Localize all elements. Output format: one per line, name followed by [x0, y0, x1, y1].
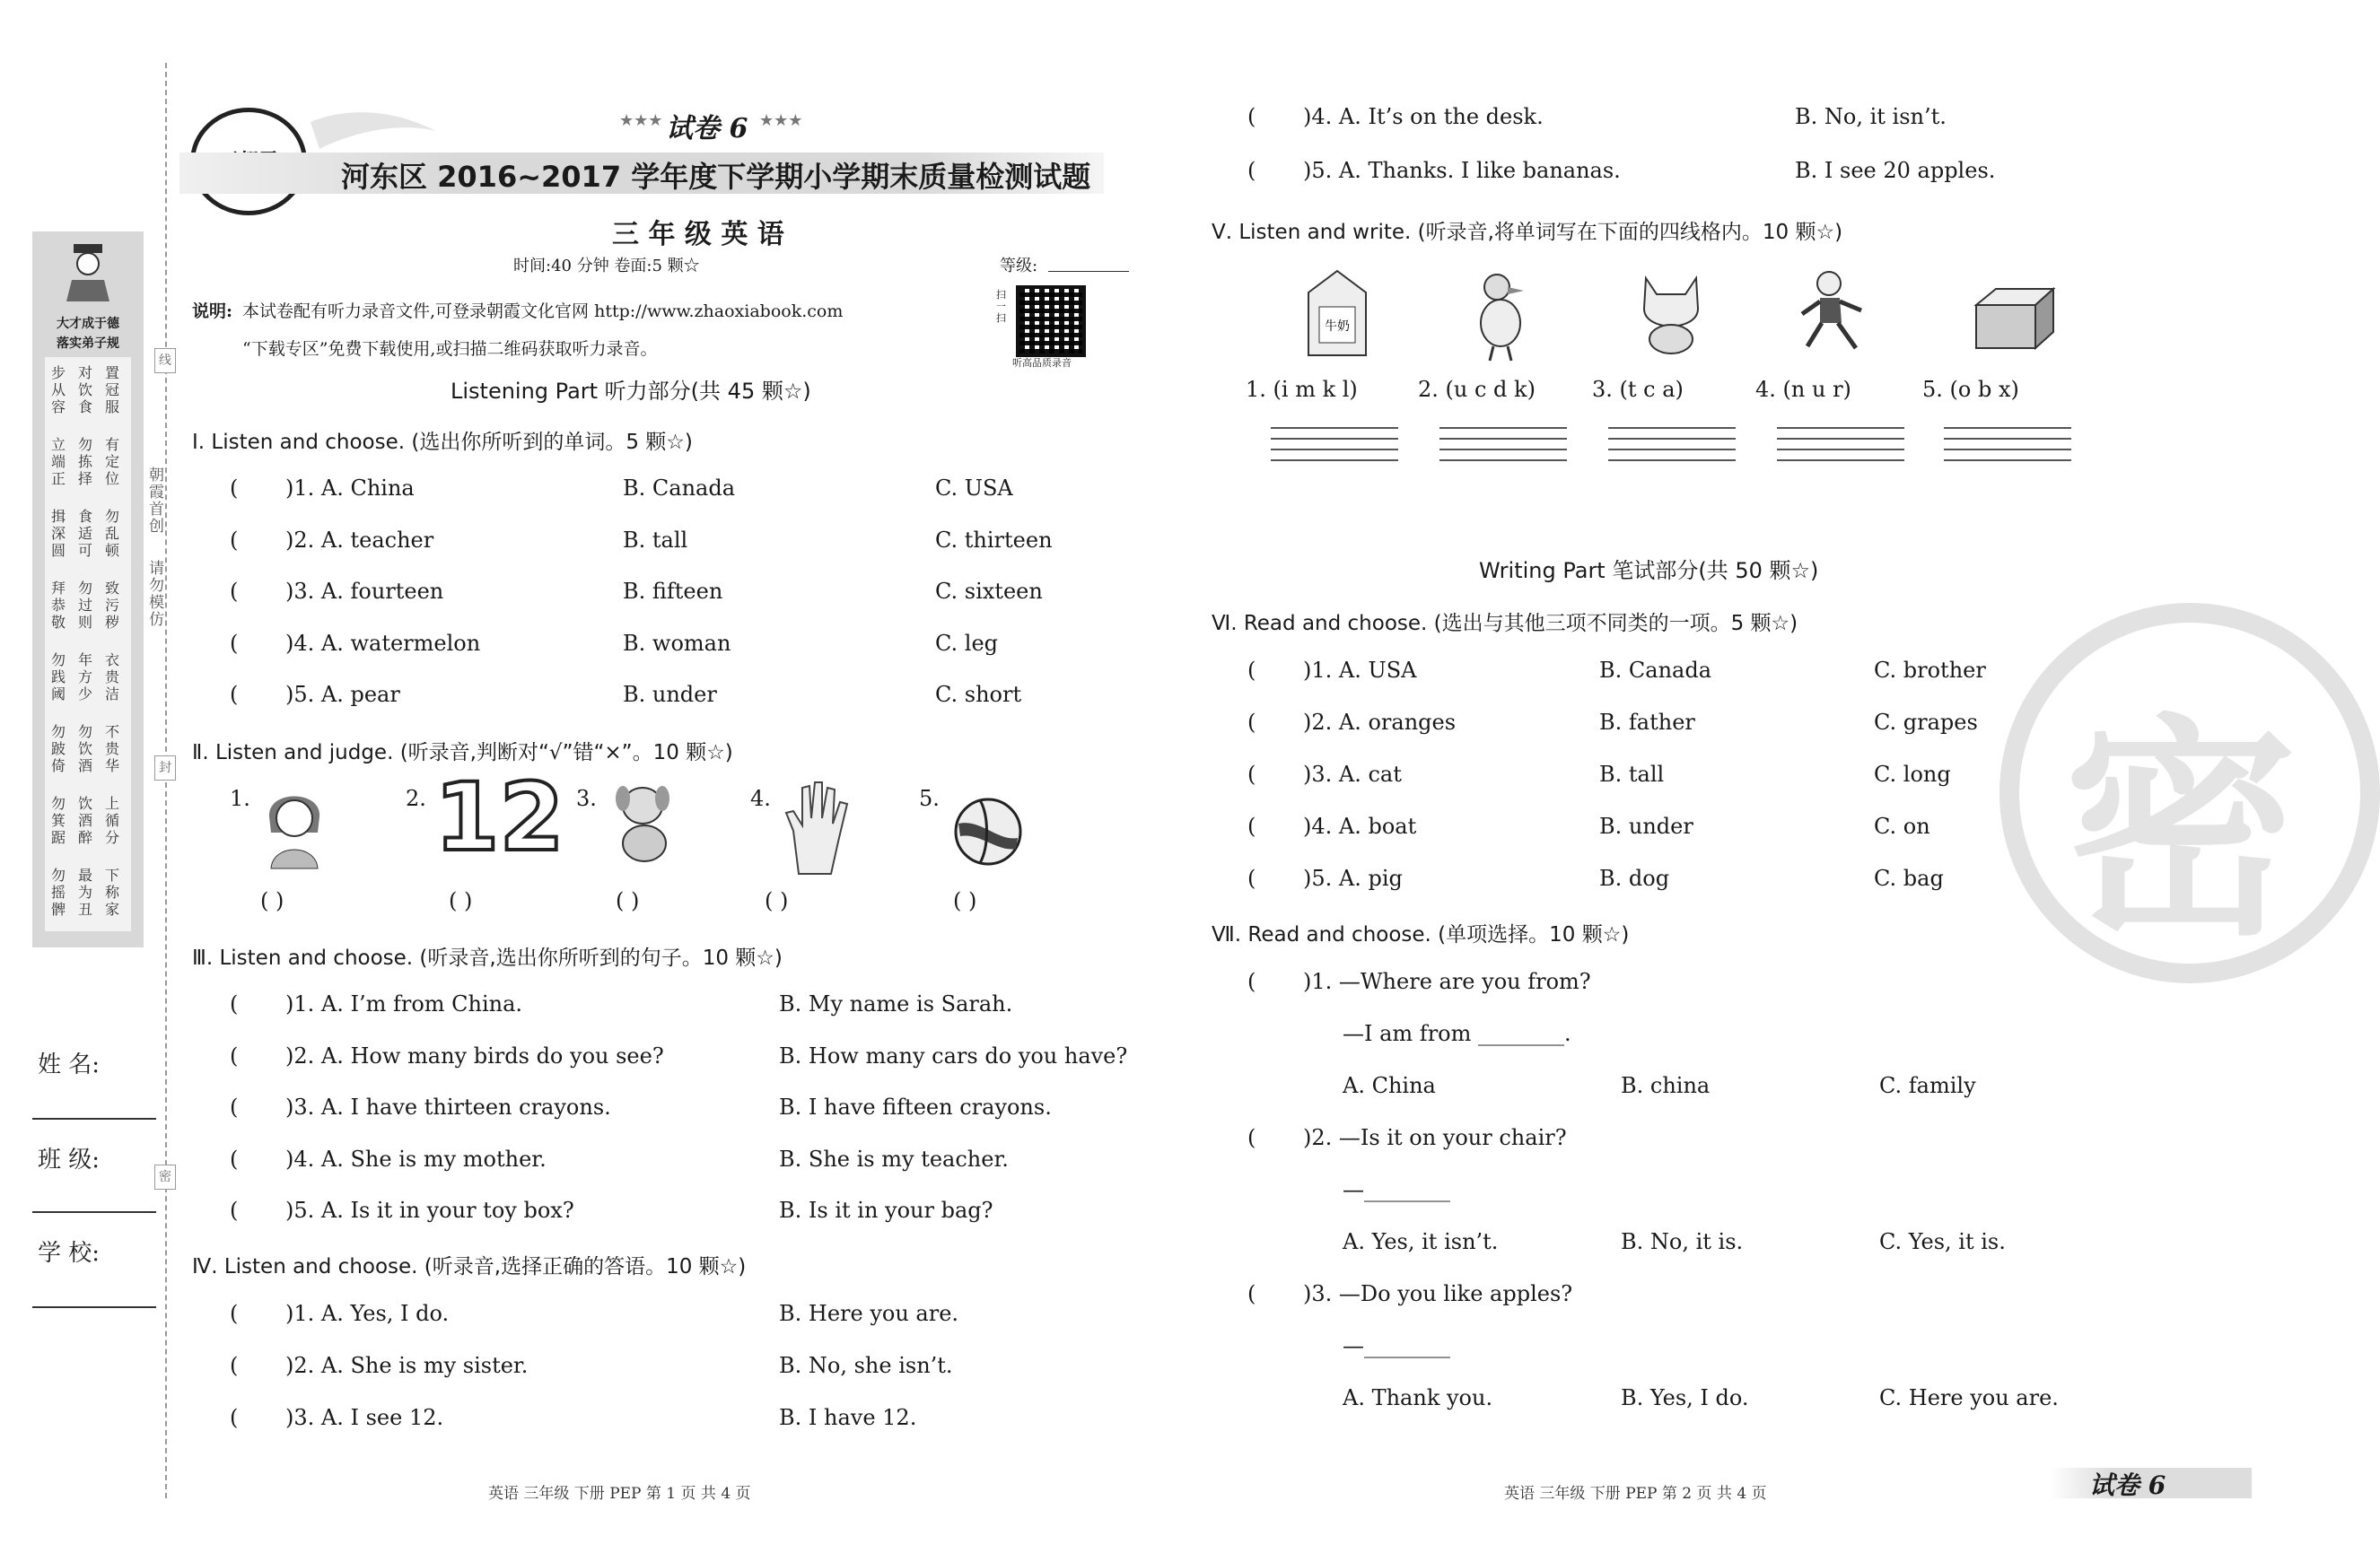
judge-answer-3[interactable]: ( ): [616, 888, 640, 913]
school-label: 学 校:: [38, 1240, 101, 1267]
option-b: B. under: [623, 682, 717, 707]
motto-phrase: 立端正: [50, 436, 66, 487]
answer-blank[interactable]: —I am from ________.: [1343, 1021, 1571, 1046]
option-a: A. Thank you.: [1343, 1385, 1493, 1410]
option-b: B. I have fifteen crayons.: [779, 1095, 1052, 1120]
four-line-writing-grid[interactable]: [1439, 427, 1567, 463]
note-line-1: 本试卷配有听力录音文件,可登录朝霞文化官网 http://www.zhaoxiabook.com: [242, 301, 844, 321]
judge-number-4: 4.: [750, 786, 771, 811]
question: )1. —Where are you from?: [1303, 969, 1591, 994]
option-c: C. leg: [935, 630, 999, 656]
option-a: A. Yes, it isn’t.: [1343, 1229, 1499, 1254]
section-5-title: Ⅴ. Listen and write. (听录音,将单词写在下面的四线格内。10 颗☆): [1212, 221, 1843, 244]
option-a: )1. A. China: [285, 476, 415, 501]
option-b: B. I see 20 apples.: [1795, 158, 1996, 183]
option-b: B. How many cars do you have?: [779, 1043, 1128, 1069]
option-b: B. I have 12.: [779, 1405, 917, 1430]
section-6-title: Ⅵ. Read and choose. (选出与其他三项不同类的一项。5 颗☆): [1212, 612, 1798, 635]
option-a: )3. A. fourteen: [285, 579, 444, 604]
grade-label: 等级:: [1000, 257, 1038, 275]
answer-paren[interactable]: (: [230, 476, 239, 501]
vertical-note-1: 朝霞首创: [145, 467, 163, 535]
motto-phrase: 揖深圆: [50, 508, 66, 559]
section-2-title: Ⅱ. Listen and judge. (听录音,判断对“√”错“×”。10 颗☆): [192, 741, 733, 764]
option-b: B. Canada: [623, 476, 736, 501]
option-b: B. under: [1599, 814, 1693, 839]
answer-paren[interactable]: (: [230, 1095, 239, 1120]
listening-part-title: Listening Part 听力部分(共 45 颗☆): [451, 379, 811, 404]
answer-paren[interactable]: (: [230, 1353, 239, 1378]
option-c: C. grapes: [1874, 710, 1978, 735]
answer-paren[interactable]: (: [1247, 762, 1256, 787]
motto-top: 大才成于德: [57, 317, 119, 331]
motto-phrase: 勿摇髀: [50, 867, 66, 918]
option-c: C. family: [1879, 1073, 1976, 1098]
note-line-2: “下载专区”免费下载使用,或扫描二维码获取听力录音。: [242, 339, 658, 359]
stars-left: ★★★: [619, 111, 663, 130]
judge-answer-2[interactable]: ( ): [449, 888, 473, 913]
option-b: B. fifteen: [623, 579, 723, 604]
option-a: )1. A. Yes, I do.: [285, 1301, 450, 1326]
option-a: )2. A. She is my sister.: [285, 1353, 529, 1378]
answer-paren[interactable]: (: [1247, 1281, 1256, 1306]
motto-phrase: 最为丑: [77, 867, 92, 918]
option-b: B. She is my teacher.: [779, 1146, 1009, 1172]
section-1-title: Ⅰ. Listen and choose. (选出你所听到的单词。5 颗☆): [192, 431, 693, 454]
duck-icon: [1470, 269, 1533, 362]
option-b: B. No, it isn’t.: [1795, 104, 1947, 129]
watermark-text: 密: [2064, 696, 2297, 967]
answer-paren[interactable]: (: [1247, 104, 1256, 129]
judge-answer-4[interactable]: ( ): [765, 888, 789, 913]
seal-mark-bottom: 密: [154, 1165, 176, 1190]
motto-bottom: 落实弟子规: [57, 336, 119, 351]
letter-hint: 5. (o b x): [1922, 377, 2019, 402]
option-a: )5. A. pear: [285, 682, 400, 707]
motto-phrase: 致污秽: [104, 580, 119, 631]
answer-paren[interactable]: (: [230, 1301, 239, 1326]
answer-blank[interactable]: —________: [1343, 1333, 1450, 1358]
motto-phrase: 上循分: [104, 795, 119, 846]
scholar-icon: [59, 240, 117, 303]
stars-right: ★★★: [759, 111, 803, 130]
option-a: )3. A. I have thirteen crayons.: [285, 1095, 611, 1120]
motto-phrase: 不贵华: [104, 723, 119, 774]
letter-hint: 3. (t c a): [1592, 377, 1684, 402]
qr-caption-side: 扫一扫: [996, 289, 1006, 324]
answer-paren[interactable]: (: [230, 1146, 239, 1172]
school-field[interactable]: [32, 1306, 156, 1308]
question: )2. —Is it on your chair?: [1303, 1125, 1567, 1150]
answer-paren[interactable]: (: [1247, 658, 1256, 683]
judge-answer-5[interactable]: ( ): [953, 888, 977, 913]
option-a: )2. A. How many birds do you see?: [285, 1043, 664, 1069]
option-b: B. dog: [1599, 866, 1670, 891]
judge-number-1: 1.: [230, 786, 250, 811]
judge-answer-1[interactable]: ( ): [260, 888, 284, 913]
name-field[interactable]: [32, 1118, 156, 1120]
option-a: )5. A. pig: [1303, 866, 1403, 891]
answer-paren[interactable]: (: [1247, 969, 1256, 994]
motto-phrase: 勿乱顿: [104, 508, 119, 559]
judge-number-2: 2.: [406, 786, 426, 811]
running-boy-icon: [1793, 269, 1872, 355]
time-info: 时间:40 分钟 卷面:5 颗☆: [513, 257, 700, 275]
option-a: )2. A. teacher: [285, 527, 434, 553]
option-c: C. long: [1874, 762, 1951, 787]
section-7-title: Ⅶ. Read and choose. (单项选择。10 颗☆): [1212, 923, 1630, 947]
answer-paren[interactable]: (: [1247, 710, 1256, 735]
answer-paren[interactable]: (: [230, 579, 239, 604]
milk-carton-text: 牛奶: [1325, 319, 1350, 334]
grade-field[interactable]: [1048, 271, 1129, 272]
option-b: B. Canada: [1599, 658, 1712, 683]
cat-icon: [1635, 269, 1707, 355]
note-prefix: 说明:: [192, 301, 233, 321]
option-b: B. tall: [1599, 762, 1665, 787]
option-b: B. father: [1599, 710, 1695, 735]
motto-phrase: 置冠服: [104, 364, 119, 415]
option-c: C. thirteen: [935, 527, 1053, 553]
option-a: )5. A. Thanks. I like bananas.: [1303, 158, 1621, 183]
footer-right: 英语 三年级 下册 PEP 第 2 页 共 4 页: [1504, 1485, 1767, 1503]
answer-paren[interactable]: (: [230, 1198, 239, 1223]
answer-paren[interactable]: (: [1247, 814, 1256, 839]
option-b: B. No, it is.: [1621, 1229, 1744, 1254]
motto-phrase: 步从容: [50, 364, 66, 415]
option-c: C. USA: [935, 476, 1013, 501]
qr-caption-bottom: 听高品质录音: [1012, 357, 1072, 369]
option-b: B. Here you are.: [779, 1301, 959, 1326]
option-b: B. No, she isn’t.: [779, 1353, 953, 1378]
motto-phrase: 勿饮酒: [77, 723, 92, 774]
option-a: A. China: [1343, 1073, 1436, 1098]
seal-mark-middle: 封: [154, 755, 176, 781]
motto-phrase: 有定位: [104, 436, 119, 487]
option-a: )4. A. watermelon: [285, 630, 481, 656]
subject-title: 三 年 级 英 语: [612, 219, 784, 250]
option-b: B. china: [1621, 1073, 1711, 1098]
answer-paren[interactable]: (: [230, 630, 239, 656]
option-a: )4. A. She is my mother.: [285, 1146, 547, 1172]
option-a: )4. A. boat: [1303, 814, 1417, 839]
option-c: C. Yes, it is.: [1879, 1229, 2006, 1254]
answer-paren[interactable]: (: [1247, 158, 1256, 183]
answer-paren[interactable]: (: [1247, 866, 1256, 891]
number-12-picture: 12: [434, 763, 564, 872]
section-4-title: Ⅳ. Listen and choose. (听录音,选择正确的答语。10 颗☆): [192, 1255, 747, 1278]
ball-icon: [953, 797, 1023, 867]
motto-phrase: 拜恭敬: [50, 580, 66, 631]
letter-hint: 4. (n u r): [1755, 377, 1851, 402]
answer-paren[interactable]: (: [230, 1043, 239, 1069]
four-line-writing-grid[interactable]: [1271, 427, 1398, 463]
motto-phrase: 勿践阈: [50, 651, 66, 702]
motto-phrase: 勿过则: [77, 580, 92, 631]
option-c: C. sixteen: [935, 579, 1043, 604]
motto-grid: [45, 357, 131, 931]
option-b: B. Is it in your bag?: [779, 1198, 993, 1223]
four-line-writing-grid[interactable]: [1608, 427, 1736, 463]
option-c: C. short: [935, 682, 1022, 707]
answer-paren[interactable]: (: [1247, 1125, 1256, 1150]
option-a: )1. A. I’m from China.: [285, 991, 523, 1017]
motto-phrase: 衣贵洁: [104, 651, 119, 702]
writing-part-title: Writing Part 笔试部分(共 50 颗☆): [1479, 558, 1819, 583]
four-line-writing-grid[interactable]: [1777, 427, 1904, 463]
motto-phrase: 对饮食: [77, 364, 92, 415]
motto-panel: [32, 231, 144, 947]
option-b: B. tall: [623, 527, 688, 553]
answer-paren[interactable]: (: [230, 527, 239, 553]
footer-badge: 试卷 6: [2089, 1470, 2166, 1500]
class-label: 班 级:: [38, 1147, 101, 1174]
hand-icon: [781, 777, 853, 876]
vertical-note-2: 请勿模仿: [145, 560, 163, 628]
box-icon: [1973, 285, 2057, 352]
option-a: )5. A. Is it in your toy box?: [285, 1198, 574, 1223]
motto-phrase: 勿跛倚: [50, 723, 66, 774]
letter-hint: 2. (u c d k): [1418, 377, 1536, 402]
four-line-writing-grid[interactable]: [1944, 427, 2071, 463]
answer-paren[interactable]: (: [230, 1405, 239, 1430]
section-3-title: Ⅲ. Listen and choose. (听录音,选出你所听到的句子。10 颗☆): [192, 947, 783, 970]
dog-icon: [607, 779, 680, 872]
paper-number: 试卷 6: [666, 113, 748, 144]
motto-phrase: 年方少: [77, 651, 92, 702]
option-c: C. bag: [1874, 866, 1944, 891]
option-a: )4. A. It’s on the desk.: [1303, 104, 1544, 129]
letter-hint: 1. (i m k l): [1246, 377, 1358, 402]
motto-phrase: 下称家: [104, 867, 119, 918]
option-b: B. Yes, I do.: [1621, 1385, 1749, 1410]
option-a: )3. A. cat: [1303, 762, 1402, 787]
motto-phrase: 勿箕踞: [50, 795, 66, 846]
motto-phrase: 饮酒醉: [77, 795, 92, 846]
option-c: C. Here you are.: [1879, 1385, 2059, 1410]
class-field[interactable]: [32, 1211, 156, 1213]
exam-title: 河东区 2016~2017 学年度下学期小学期末质量检测试题: [341, 160, 1091, 194]
qr-code[interactable]: [1016, 285, 1086, 357]
name-label: 姓 名:: [38, 1052, 101, 1078]
girl-icon: [258, 781, 330, 870]
option-b: B. woman: [623, 630, 731, 656]
option-c: C. on: [1874, 814, 1930, 839]
option-b: B. My name is Sarah.: [779, 991, 1013, 1017]
option-a: )3. A. I see 12.: [285, 1405, 444, 1430]
option-c: C. brother: [1874, 658, 1986, 683]
seal-mark-top: 线: [154, 348, 176, 373]
answer-blank[interactable]: —________: [1343, 1177, 1450, 1202]
judge-number-5: 5.: [919, 786, 940, 811]
question: )3. —Do you like apples?: [1303, 1281, 1573, 1306]
cut-line: [165, 63, 167, 1498]
option-a: )2. A. oranges: [1303, 710, 1457, 735]
option-a: )1. A. USA: [1303, 658, 1417, 683]
judge-number-3: 3.: [576, 786, 597, 811]
confidential-watermark: [1999, 603, 2380, 983]
milk-carton-icon: [1301, 266, 1373, 361]
answer-paren[interactable]: (: [230, 682, 239, 707]
motto-phrase: 食适可: [77, 508, 92, 559]
answer-paren[interactable]: (: [230, 991, 239, 1017]
footer-left: 英语 三年级 下册 PEP 第 1 页 共 4 页: [488, 1485, 751, 1503]
motto-phrase: 勿拣择: [77, 436, 92, 487]
